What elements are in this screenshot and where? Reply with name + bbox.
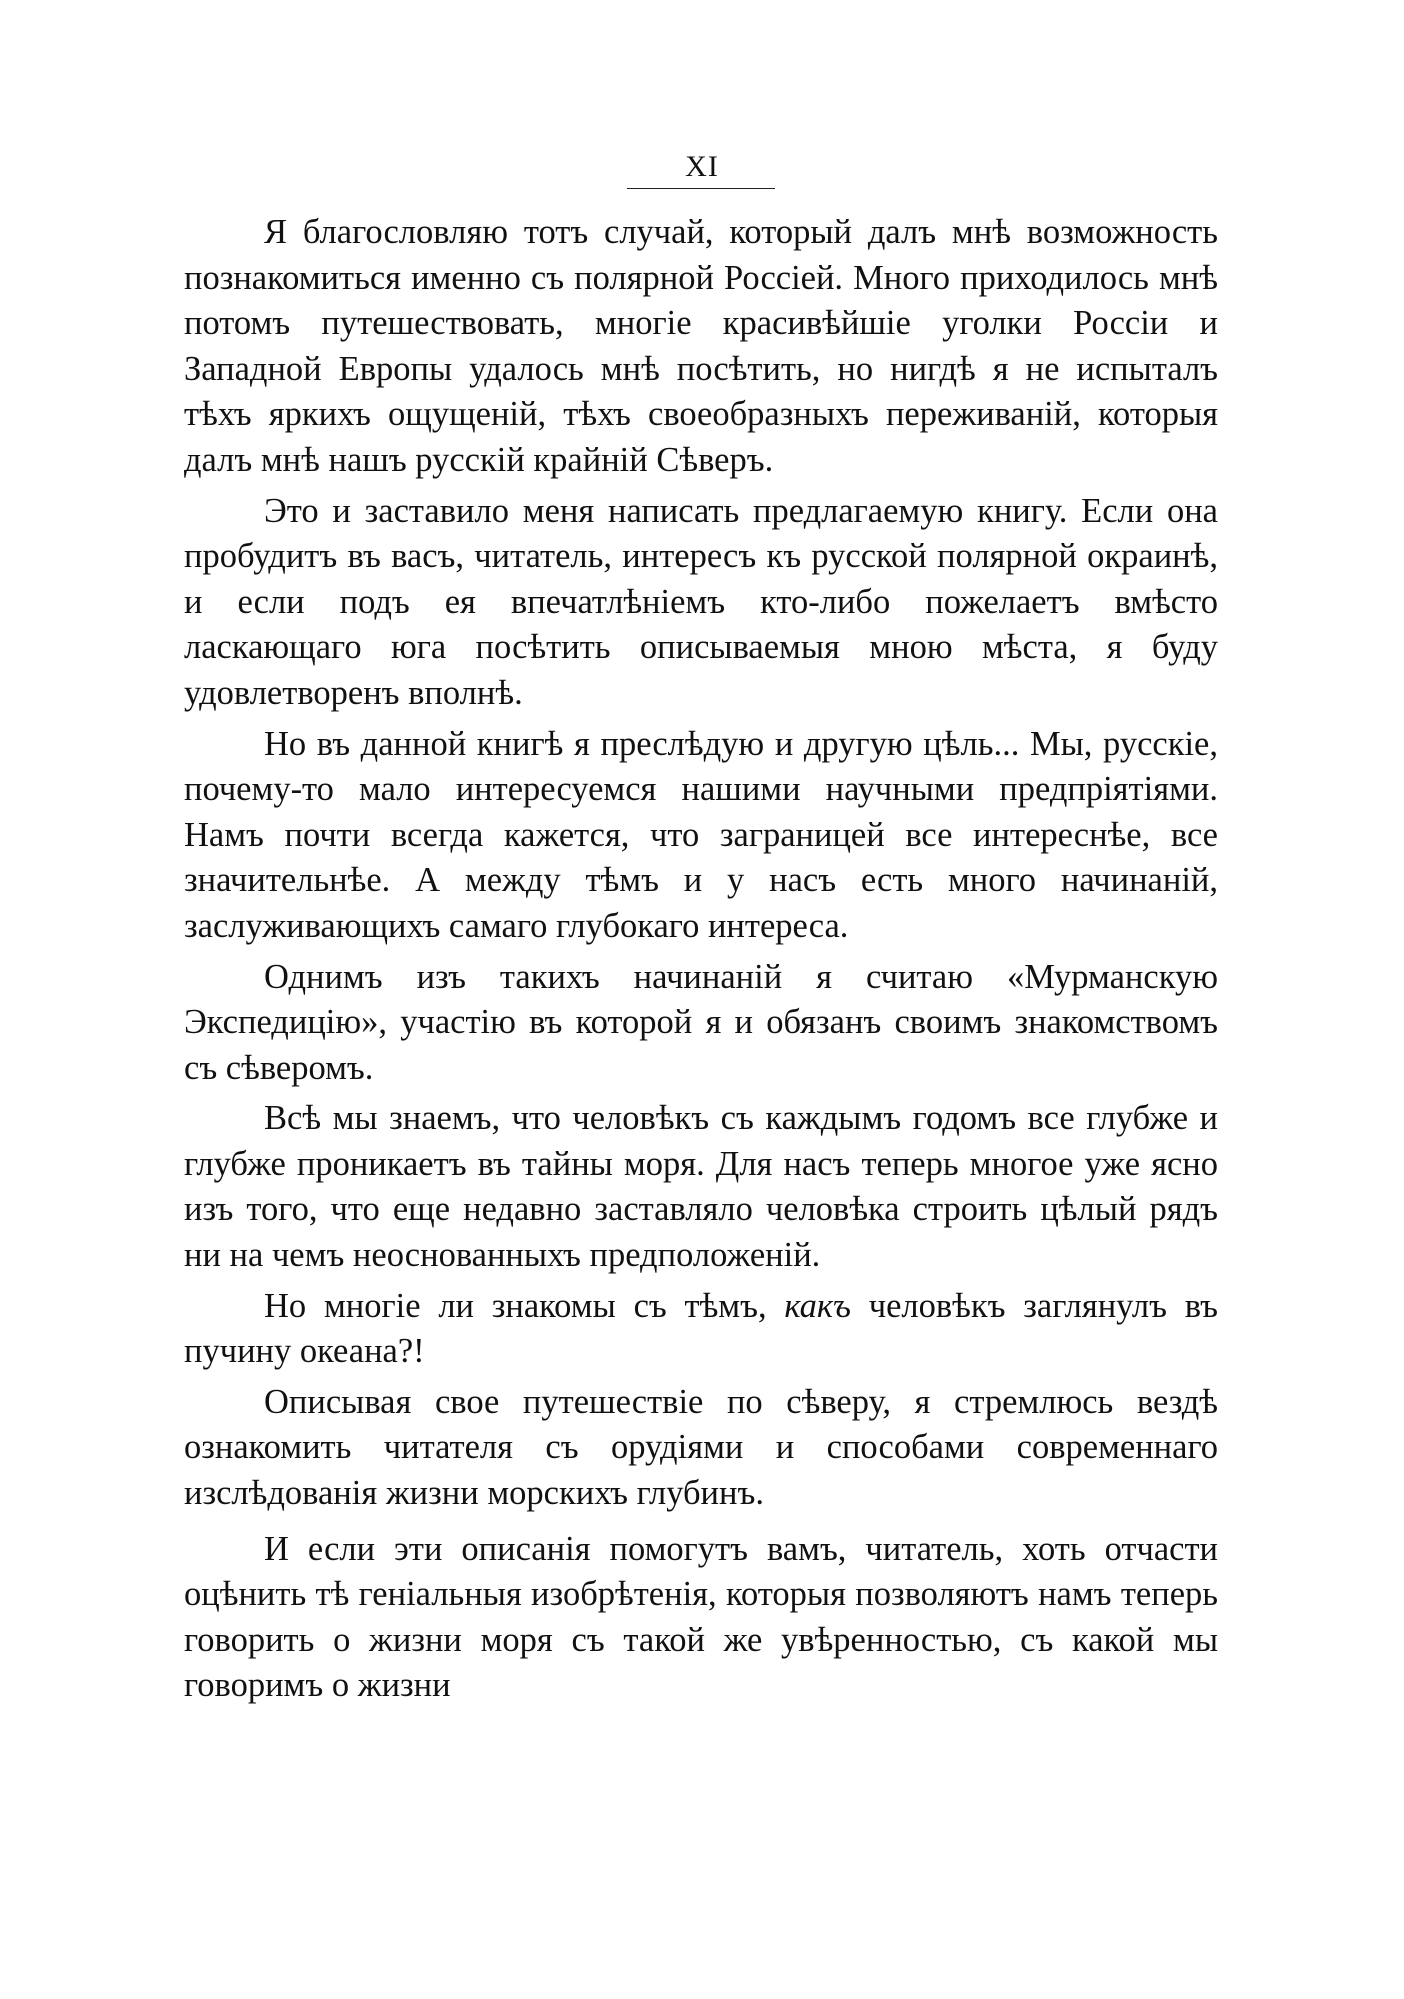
- paragraph-1: Я благословляю тотъ случай, который далъ мнѣ возможность познакомиться именно съ полярной Россіей. Много приходилось мнѣ потомъ путешествовать, многіе красивѣйшіе уголки Россіи и Западной Европы удалось мнѣ посѣтить, но нигдѣ я не испыталъ тѣхъ яркихъ ощущеній, тѣхъ своеобразныхъ переживаній, которыя далъ мнѣ нашъ русскій крайній Сѣверъ.: [184, 213, 1218, 479]
- paragraph-7: Описывая свое путешествіе по сѣверу, я стремлюсь вездѣ ознакомить читателя съ орудіями и способами современнаго изслѣдованія жизни морскихъ глубинъ.: [184, 1382, 1218, 1513]
- paragraph-4: Однимъ изъ такихъ начинаній я считаю «Мурманскую Экспедицію», участію въ которой я и обязанъ своимъ знакомствомъ съ сѣверомъ.: [184, 957, 1218, 1087]
- body-text: [184, 210, 1218, 1709]
- paragraph-8: И если эти описанія помогутъ вамъ, читатель, хоть отчасти оцѣнить тѣ геніальныя изобрѣтенія, которыя позволяютъ намъ теперь говорить о жизни моря съ такой же увѣренностью, съ какой мы говоримъ о жизни: [184, 1529, 1218, 1705]
- paragraph-5: Всѣ мы знаемъ, что человѣкъ съ каждымъ годомъ все глубже и глубже проникаетъ въ тайны моря. Для насъ теперь многое уже ясно изъ того, что еще недавно заставляло человѣка строить цѣлый рядъ ни на чемъ неоснованныхъ предположеній.: [184, 1099, 1218, 1275]
- paragraph-6-start: Но многіе ли знакомы съ тѣмъ,: [264, 1286, 785, 1325]
- paragraph-6-italic-word: какъ: [784, 1286, 851, 1325]
- paragraph-2: Это и заставило меня написать предлагаемую книгу. Если она пробудитъ въ васъ, читатель, интересъ къ русской полярной окраинѣ, и если подъ ея впечатлѣніемъ кто-либо пожелаетъ вмѣсто ласкающаго юга посѣтить описываемыя мною мѣста, я буду удовлетворенъ вполнѣ.: [184, 491, 1218, 712]
- paragraph-6: [184, 1284, 1218, 1375]
- paragraph-6-end: человѣкъ заглянулъ въ пучину океана?!: [184, 1286, 1219, 1371]
- paragraph-3: Но въ данной книгѣ я преслѣдую и другую цѣль... Мы, русскіе, почему-то мало интересуемся нашими научными предпріятіями. Намъ почти всегда кажется, что заграницей все интереснѣе, все значительнѣе. А между тѣмъ и у насъ есть много начинаній, заслуживающихъ самаго глубокаго интереса.: [184, 724, 1218, 945]
- page-number: XI: [685, 150, 719, 183]
- header-rule: [627, 188, 775, 189]
